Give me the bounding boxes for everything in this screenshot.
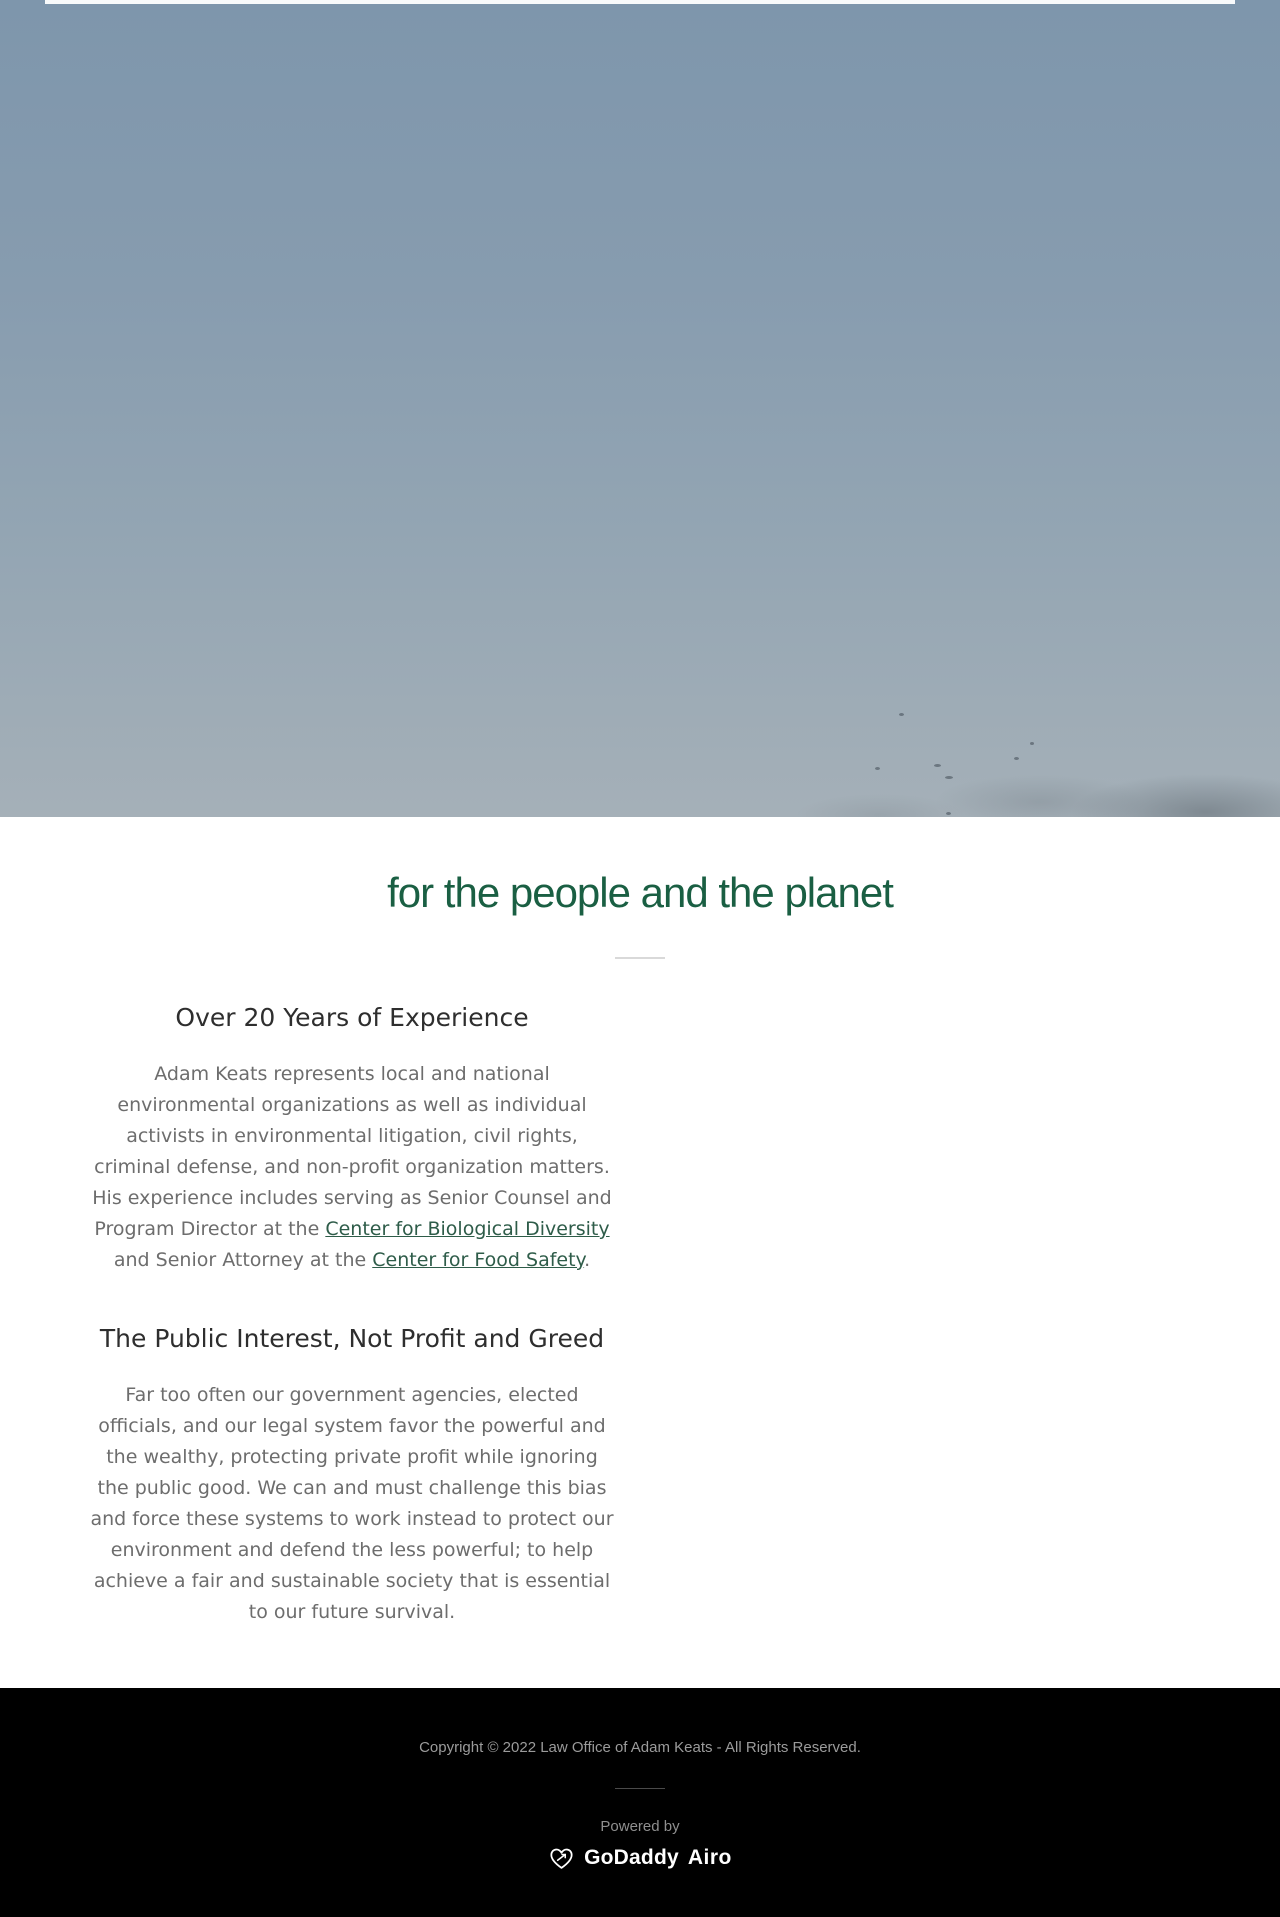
bird-speck [934, 764, 941, 767]
bird-speck [946, 812, 951, 815]
main-content [0, 817, 1280, 1688]
empty-column [640, 1001, 1216, 1628]
content-row [0, 1001, 1280, 1628]
bird-speck [945, 776, 953, 779]
page-title: for the people and the planet [387, 869, 893, 916]
paragraph-text: and Senior Attorney at the [113, 1249, 373, 1271]
bird-speck [1030, 742, 1034, 745]
airo-logo-text: Airo [687, 1846, 732, 1869]
godaddy-heart-icon [548, 1845, 575, 1871]
center-for-food-safety-link[interactable]: Center for Food Safety [372, 1249, 585, 1271]
center-for-biological-diversity-link[interactable]: Center for Biological Diversity [325, 1218, 610, 1240]
bird-speck [875, 767, 880, 770]
hero-image [0, 0, 1280, 817]
paragraph-text: Adam Keats represents local and national environmental organizations as well as individual activists in environmental litigation, civil rights, criminal defense, and non-profit organization matters. His experience includes serving as Senior Counsel and Program Director at the [92, 1063, 612, 1240]
copyright-text: Copyright © 2022 Law Office of Adam Keats - All Rights Reserved. [419, 1739, 861, 1756]
section-paragraph-experience [90, 1059, 614, 1276]
powered-by-text: Powered by [600, 1818, 680, 1835]
section-experience [90, 1001, 614, 1276]
section-heading-public-interest: The Public Interest, Not Profit and Greed [99, 1324, 605, 1353]
footer [0, 1688, 1280, 1917]
text-column [64, 1001, 640, 1628]
godaddy-airo-logo-link[interactable] [548, 1845, 732, 1871]
godaddy-logo-text: GoDaddy [584, 1846, 679, 1869]
section-heading-experience: Over 20 Years of Experience [175, 1003, 529, 1032]
bird-speck [1014, 757, 1019, 760]
paragraph-text: . [584, 1249, 591, 1271]
bird-speck [899, 713, 904, 716]
section-public-interest [90, 1322, 614, 1628]
section-paragraph-public-interest: Far too often our government agencies, elected officials, and our legal system favor the powerful and the wealthy, protecting private profit while ignoring the public good. We can and must challenge this bias and force these systems to work instead to protect our environment and defend the less powerful; to help achieve a fair and sustainable society that is essential to our future survival. [90, 1384, 614, 1623]
top-strip [45, 0, 1235, 4]
title-divider [615, 957, 665, 959]
